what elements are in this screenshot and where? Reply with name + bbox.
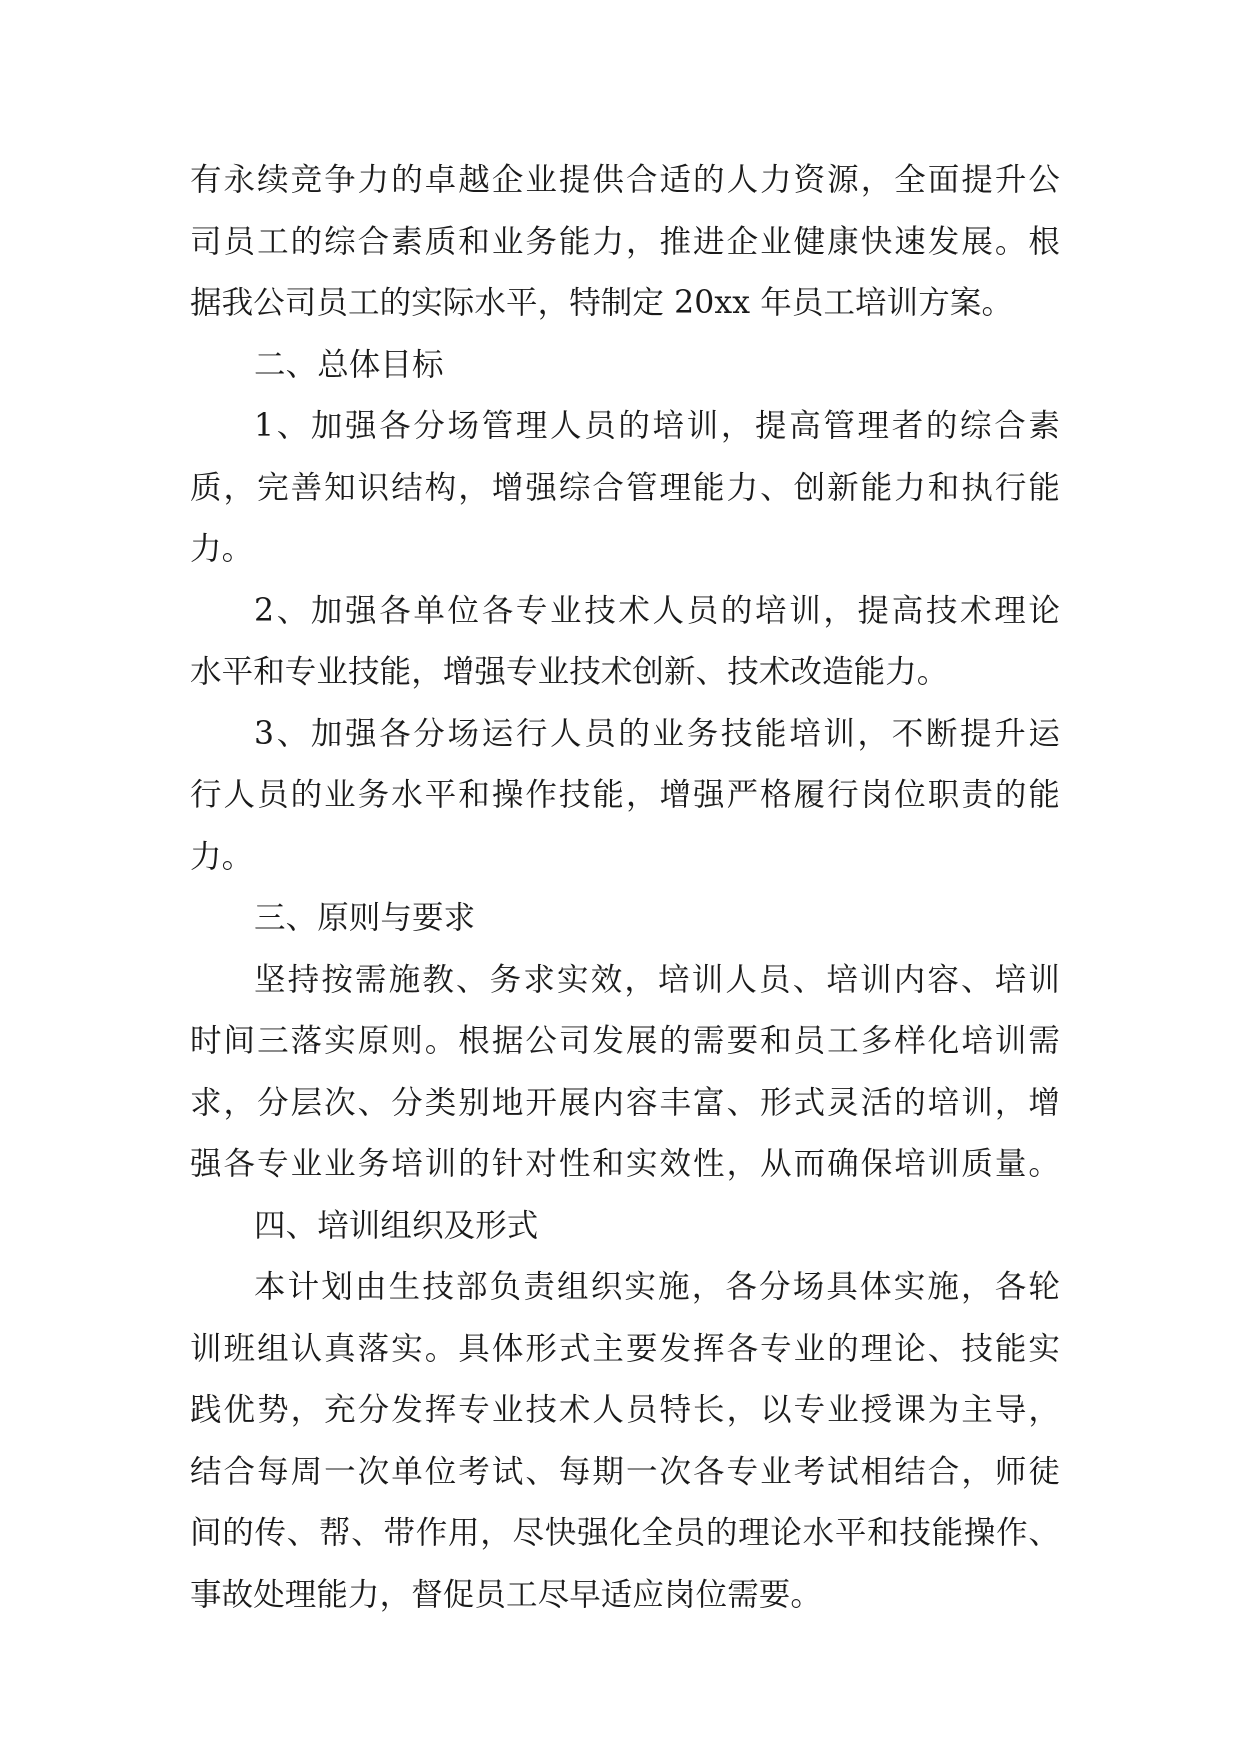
- paragraph-line: [190, 1319, 1060, 1381]
- paragraph-first-line: [190, 704, 1060, 766]
- line-text: 强各专业业务培训的针对性和实效性，从而确保培训质量。: [190, 1146, 1060, 1182]
- paragraph-line: [190, 212, 1060, 274]
- paragraph-line: [190, 1503, 1060, 1565]
- paragraph-line: [190, 827, 1060, 889]
- line-text: 间的传、帮、带作用，尽快强化全员的理论水平和技能操作、: [190, 1515, 1060, 1551]
- paragraph-first-line: [190, 950, 1060, 1012]
- paragraph-line: [190, 273, 1060, 335]
- paragraph-first-line: [190, 396, 1060, 458]
- line-text: 践优势，充分发挥专业技术人员特长，以专业授课为主导，: [190, 1392, 1060, 1428]
- line-text: 水平和专业技能，增强专业技术创新、技术改造能力。: [190, 654, 949, 690]
- paragraph-line: [190, 1565, 1060, 1627]
- line-text: 结合每周一次单位考试、每期一次各专业考试相结合，师徒: [190, 1453, 1060, 1490]
- paragraph-line: [190, 1442, 1060, 1504]
- line-text: 三、原则与要求: [254, 900, 476, 936]
- document-body: [190, 150, 1060, 1626]
- line-text: 四、培训组织及形式: [254, 1207, 539, 1244]
- paragraph-first-line: [190, 1196, 1060, 1258]
- line-text: 力。: [190, 838, 254, 875]
- line-text: 坚持按需施教、务求实效，培训人员、培训内容、培训: [254, 961, 1060, 998]
- paragraph-first-line: [190, 581, 1060, 643]
- line-text: 据我公司员工的实际水平，特制定 20xx 年员工培训方案。: [190, 285, 1014, 321]
- paragraph-line: [190, 150, 1060, 212]
- paragraph-line: [190, 642, 1060, 704]
- line-text: 本计划由生技部负责组织实施，各分场具体实施，各轮: [254, 1269, 1060, 1305]
- line-text: 1、加强各分场管理人员的培训，提高管理者的综合素: [254, 408, 1060, 444]
- paragraph-line: [190, 458, 1060, 520]
- line-text: 质，完善知识结构，增强综合管理能力、创新能力和执行能: [190, 469, 1060, 506]
- line-text: 求，分层次、分类别地开展内容丰富、形式灵活的培训，增: [190, 1084, 1060, 1121]
- paragraph-first-line: [190, 1257, 1060, 1319]
- paragraph-line: [190, 765, 1060, 827]
- line-text: 时间三落实原则。根据公司发展的需要和员工多样化培训需: [190, 1023, 1060, 1059]
- line-text: 力。: [190, 531, 254, 567]
- paragraph-line: [190, 1134, 1060, 1196]
- paragraph-line: [190, 1380, 1060, 1442]
- paragraph-first-line: [190, 888, 1060, 950]
- line-text: 训班组认真落实。具体形式主要发挥各专业的理论、技能实: [190, 1330, 1060, 1367]
- line-text: 二、总体目标: [254, 346, 444, 383]
- paragraph-first-line: [190, 335, 1060, 397]
- line-text: 事故处理能力，督促员工尽早适应岗位需要。: [190, 1576, 823, 1613]
- line-text: 司员工的综合素质和业务能力，推进企业健康快速发展。根: [190, 223, 1060, 260]
- line-text: 有永续竞争力的卓越企业提供合适的人力资源，全面提升公: [190, 162, 1060, 198]
- paragraph-line: [190, 1011, 1060, 1073]
- paragraph-line: [190, 519, 1060, 581]
- line-text: 3、加强各分场运行人员的业务技能培训，不断提升运: [254, 715, 1060, 752]
- line-text: 2、加强各单位各专业技术人员的培训，提高技术理论: [254, 592, 1060, 629]
- paragraph-line: [190, 1073, 1060, 1135]
- line-text: 行人员的业务水平和操作技能，增强严格履行岗位职责的能: [190, 777, 1060, 813]
